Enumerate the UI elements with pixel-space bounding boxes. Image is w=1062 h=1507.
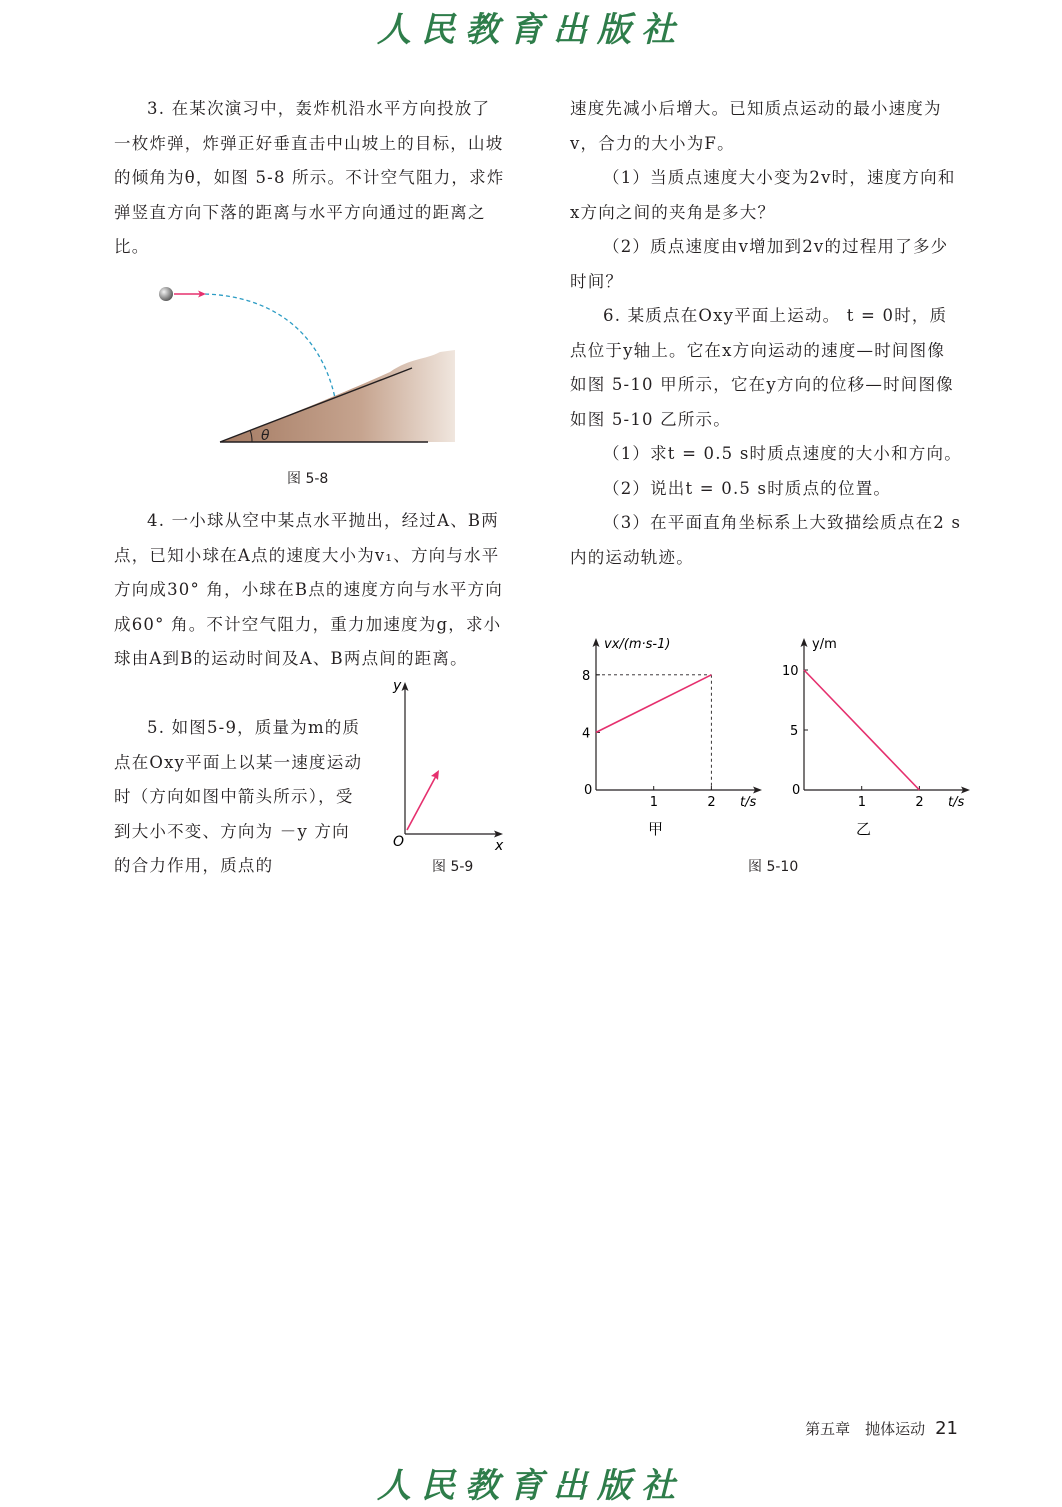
theta-label: θ bbox=[261, 428, 270, 444]
figure-5-9 bbox=[385, 676, 510, 856]
publisher-logo-bottom: 人民教育出版社 bbox=[377, 1466, 685, 1506]
question-6-part-1: （1）求t = 0.5 s时质点速度的大小和方向。 bbox=[603, 444, 962, 463]
velocity-vector bbox=[407, 776, 436, 830]
chapter-title: 第五章 抛体运动 bbox=[805, 1420, 926, 1438]
x-axis-label: t/s bbox=[740, 795, 757, 810]
figure-5-8 bbox=[150, 280, 470, 450]
question-6-part-2: （2）说出t = 0.5 s时质点的位置。 bbox=[603, 478, 892, 498]
data-line bbox=[804, 670, 919, 790]
chart-title: 乙 bbox=[856, 820, 872, 838]
y-axis-label: y/m bbox=[812, 637, 837, 652]
publisher-logo-top: 人民教育出版社 bbox=[377, 10, 685, 50]
question-5-text: 5. 如图5-9，质量为m的质点在Oxy平面上以某一速度运动时（方向如图中箭头所示），受到大小不变、方向为 －y 方向的合力作用，质点的 bbox=[114, 718, 363, 875]
question-3 bbox=[114, 92, 506, 265]
question-5-continued: 速度先减小后增大。已知质点运动的最小速度为v，合力的大小为F。 bbox=[570, 99, 942, 153]
question-4 bbox=[114, 504, 506, 677]
y-tick-label: 4 bbox=[582, 726, 591, 742]
data-line bbox=[596, 675, 711, 733]
y-tick-label: 10 bbox=[782, 664, 799, 679]
x-tick-label: 1 bbox=[649, 795, 658, 810]
page-number: 21 bbox=[935, 1418, 958, 1439]
right-column bbox=[570, 92, 962, 575]
page-footer bbox=[805, 1418, 958, 1439]
trajectory-dashed bbox=[205, 294, 335, 398]
origin-label: 0 bbox=[584, 783, 593, 798]
question-6: 6. 某质点在Oxy平面上运动。 t = 0时，质点位于y轴上。它在x方向运动的速度—时间图像如图 5-10 甲所示，它在y方向的位移—时间图像如图 5-10 乙所示。 bbox=[570, 306, 954, 429]
question-5 bbox=[114, 711, 364, 884]
x-tick-label: 1 bbox=[857, 795, 866, 810]
x-axis-label: t/s bbox=[948, 795, 965, 810]
origin-label: O bbox=[393, 834, 405, 850]
x-label: x bbox=[495, 838, 504, 854]
y-tick-label: 8 bbox=[582, 668, 591, 684]
figure-5-10-caption: 图 5-10 bbox=[748, 859, 799, 875]
chart-jia bbox=[572, 628, 772, 848]
figure-5-8-caption: 图 5-8 bbox=[287, 471, 329, 487]
question-4-text: 4. 一小球从空中某点水平抛出，经过A、B两点，已知小球在A点的速度大小为v₁、方向与水平方向成30° 角，小球在B点的速度方向与水平方向成60° 角。不计空气阻力，重力加速度为g，求小球由A到B的运动时间及A、B两点间的距离。 bbox=[114, 511, 503, 668]
y-axis-label: vx/(m·s-1) bbox=[604, 637, 671, 652]
bomb-icon bbox=[159, 287, 173, 301]
y-label: y bbox=[393, 678, 402, 694]
x-tick-label: 2 bbox=[915, 795, 924, 810]
chart-title: 甲 bbox=[648, 820, 664, 838]
question-5-part-2: （2）质点速度由v增加到2v的过程用了多少时间？ bbox=[570, 237, 949, 291]
question-3-text: 3. 在某次演习中，轰炸机沿水平方向投放了一枚炸弹，炸弹正好垂直击中山坡上的目标，山坡的倾角为θ，如图 5-8 所示。不计空气阻力，求炸弹竖直方向下落的距离与水平方向通过的距离之比。 bbox=[114, 99, 505, 256]
chart-yi bbox=[780, 628, 980, 848]
y-tick-label: 5 bbox=[790, 724, 799, 739]
origin-label: 0 bbox=[792, 783, 801, 798]
x-tick-label: 2 bbox=[707, 795, 716, 810]
question-6-part-3: （3）在平面直角坐标系上大致描绘质点在2 s内的运动轨迹。 bbox=[570, 513, 962, 567]
figure-5-9-caption: 图 5-9 bbox=[432, 859, 474, 875]
question-5-part-1: （1）当质点速度大小变为2v时，速度方向和x方向之间的夹角是多大？ bbox=[570, 168, 956, 222]
